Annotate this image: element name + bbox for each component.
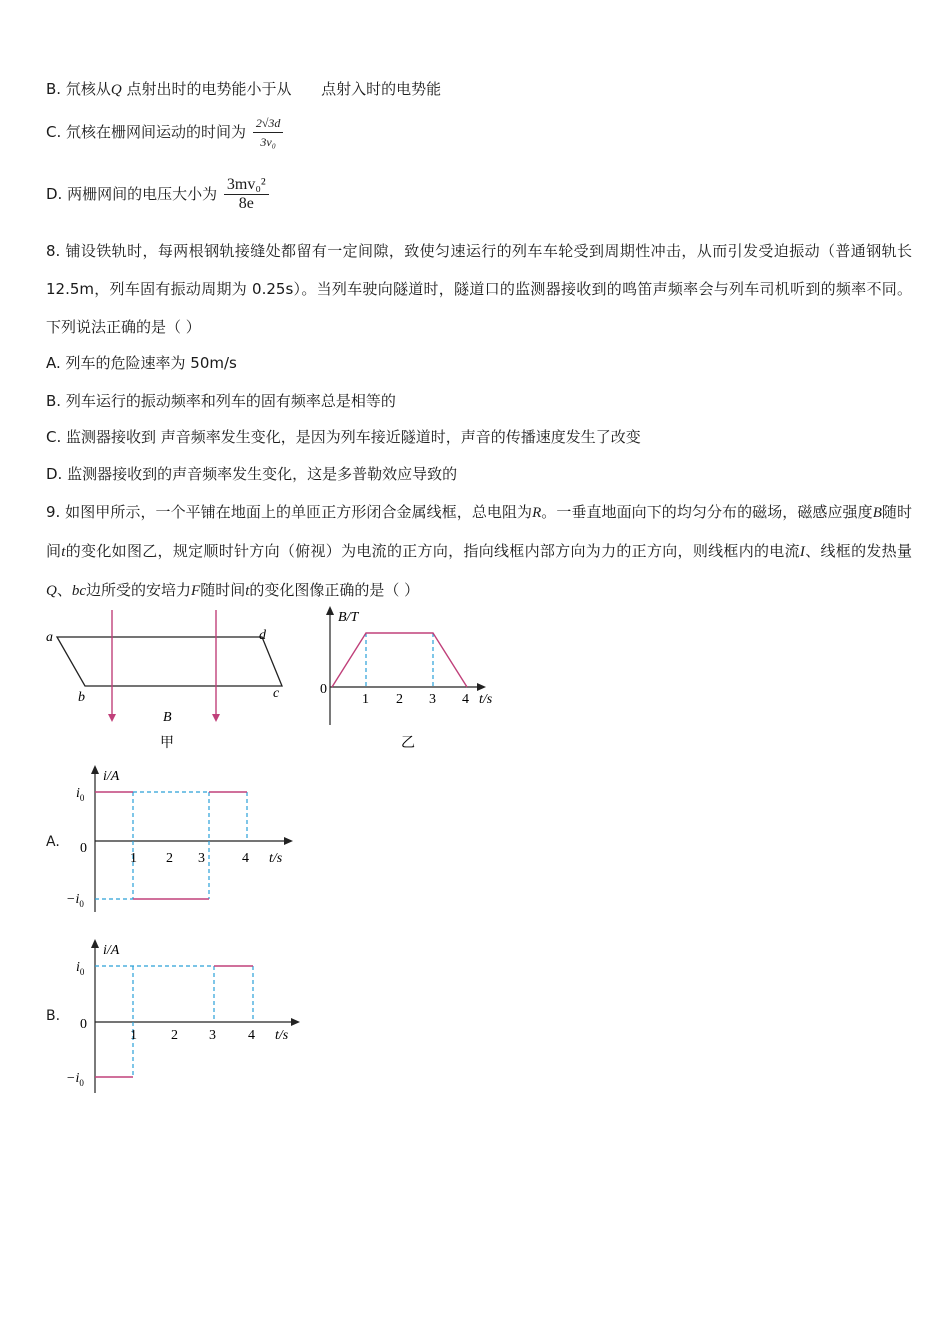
q8-option-a[interactable]: A. 列车的危险速率为 50m/s — [46, 354, 237, 372]
neg-i0-label: $-i_0$ — [66, 1071, 84, 1088]
label-c: c — [273, 686, 280, 701]
voltage-fraction: $\frac{\text{3mv₀²}}{8e}$ — [224, 176, 269, 213]
q8-option-c[interactable]: C. 监测器接收到 声音频率发生变化，是因为列车接近隧道时，声音的传播速度发生了改变 — [46, 428, 641, 446]
neg-i0-label: $-i_0$ — [66, 892, 84, 909]
figure-yi — [312, 603, 512, 753]
tick-1: 1 — [130, 851, 137, 866]
pos-i0-label: $i_0$ — [76, 960, 85, 977]
label-a: a — [46, 630, 53, 645]
x-label: t/s — [269, 851, 283, 866]
y-label: i/A — [103, 769, 120, 784]
q9-option-a-graph[interactable] — [64, 762, 304, 917]
x-axis-arrow-icon — [291, 1018, 300, 1026]
q9-option-b-label[interactable]: B. — [46, 1008, 61, 1024]
q9-option-b-graph[interactable] — [64, 936, 304, 1096]
wire-frame — [57, 637, 282, 686]
tick-4: 4 — [462, 692, 469, 707]
y-axis-arrow-icon — [91, 939, 99, 948]
y-axis-arrow-icon — [91, 765, 99, 774]
figure-jia — [40, 610, 290, 755]
label-b: b — [78, 690, 85, 705]
tick-2: 2 — [166, 851, 173, 866]
origin-label: 0 — [80, 1017, 87, 1032]
tick-1: 1 — [362, 692, 369, 707]
label-field-b: B — [163, 710, 172, 725]
y-label: B/T — [338, 610, 359, 625]
tick-3: 3 — [198, 851, 205, 866]
tick-3: 3 — [209, 1028, 216, 1043]
x-label: t/s — [275, 1028, 289, 1043]
b-t-curve — [332, 633, 467, 687]
q7-option-b[interactable]: B. 氘核从Q 点射出时的电势能小于从 点射入时的电势能 — [46, 80, 442, 98]
y-axis-arrow-icon — [326, 606, 334, 615]
origin-label: 0 — [320, 682, 327, 697]
label-d: d — [259, 628, 266, 643]
q9-stem: 9. 如图甲所示，一个平铺在地面上的单匝正方形闭合金属线框，总电阻为R。一垂直地面向下的均匀分布的磁场，磁感应强度B随时间t的变化如图乙，规定顺时针方向（俯视）为电流的正方向，指向线框内部方向为力的正方向，则线框内的电流I、线框的发热量Q、bc边所受的安培力F随时间t的变化图像正确的是（ ） — [46, 503, 912, 599]
q7-option-d[interactable]: D. 两栅网间的电压大小为 $\frac{\text{3mv₀²}}{8e}$ — [46, 172, 269, 216]
x-axis-arrow-icon — [284, 837, 293, 845]
q8-option-d[interactable]: D. 监测器接收到的声音频率发生变化，这是多普勒效应导致的 — [46, 465, 458, 483]
tick-2: 2 — [171, 1028, 178, 1043]
tick-1: 1 — [130, 1028, 137, 1043]
q8-option-b[interactable]: B. 列车运行的振动频率和列车的固有频率总是相等的 — [46, 392, 396, 410]
q9-option-a-label[interactable]: A. — [46, 834, 60, 850]
origin-label: 0 — [80, 841, 87, 856]
field-arrow-left-icon — [108, 714, 116, 722]
time-fraction: $\frac{2√3d}{\text{3v₀}}$ — [253, 114, 284, 151]
tick-4: 4 — [248, 1028, 255, 1043]
x-axis-arrow-icon — [477, 683, 486, 691]
caption-yi: 乙 — [401, 736, 415, 751]
tick-2: 2 — [396, 692, 403, 707]
caption-jia: 甲 — [160, 736, 174, 751]
field-arrow-right-icon — [212, 714, 220, 722]
q7-option-c[interactable]: C. 氘核在栅网间运动的时间为 $\frac{2√3d}{\text{3v₀}}$ — [46, 112, 283, 152]
pos-i0-label: $i_0$ — [76, 786, 85, 803]
tick-3: 3 — [429, 692, 436, 707]
q8-stem: 8. 铺设铁轨时，每两根钢轨接缝处都留有一定间隙，致使匀速运行的列车车轮受到周期性冲击，从而引发受迫振动（普通钢轨长 12.5m，列车固有振动周期为 0.25s）。当列车驶向隧道时，隧道口的监测器接收到的鸣笛声频率会与列车司机听到的频率不同。下列说法正确的是（ ） — [46, 242, 912, 336]
y-label: i/A — [103, 943, 120, 958]
x-label: t/s — [479, 692, 493, 707]
tick-4: 4 — [242, 851, 249, 866]
